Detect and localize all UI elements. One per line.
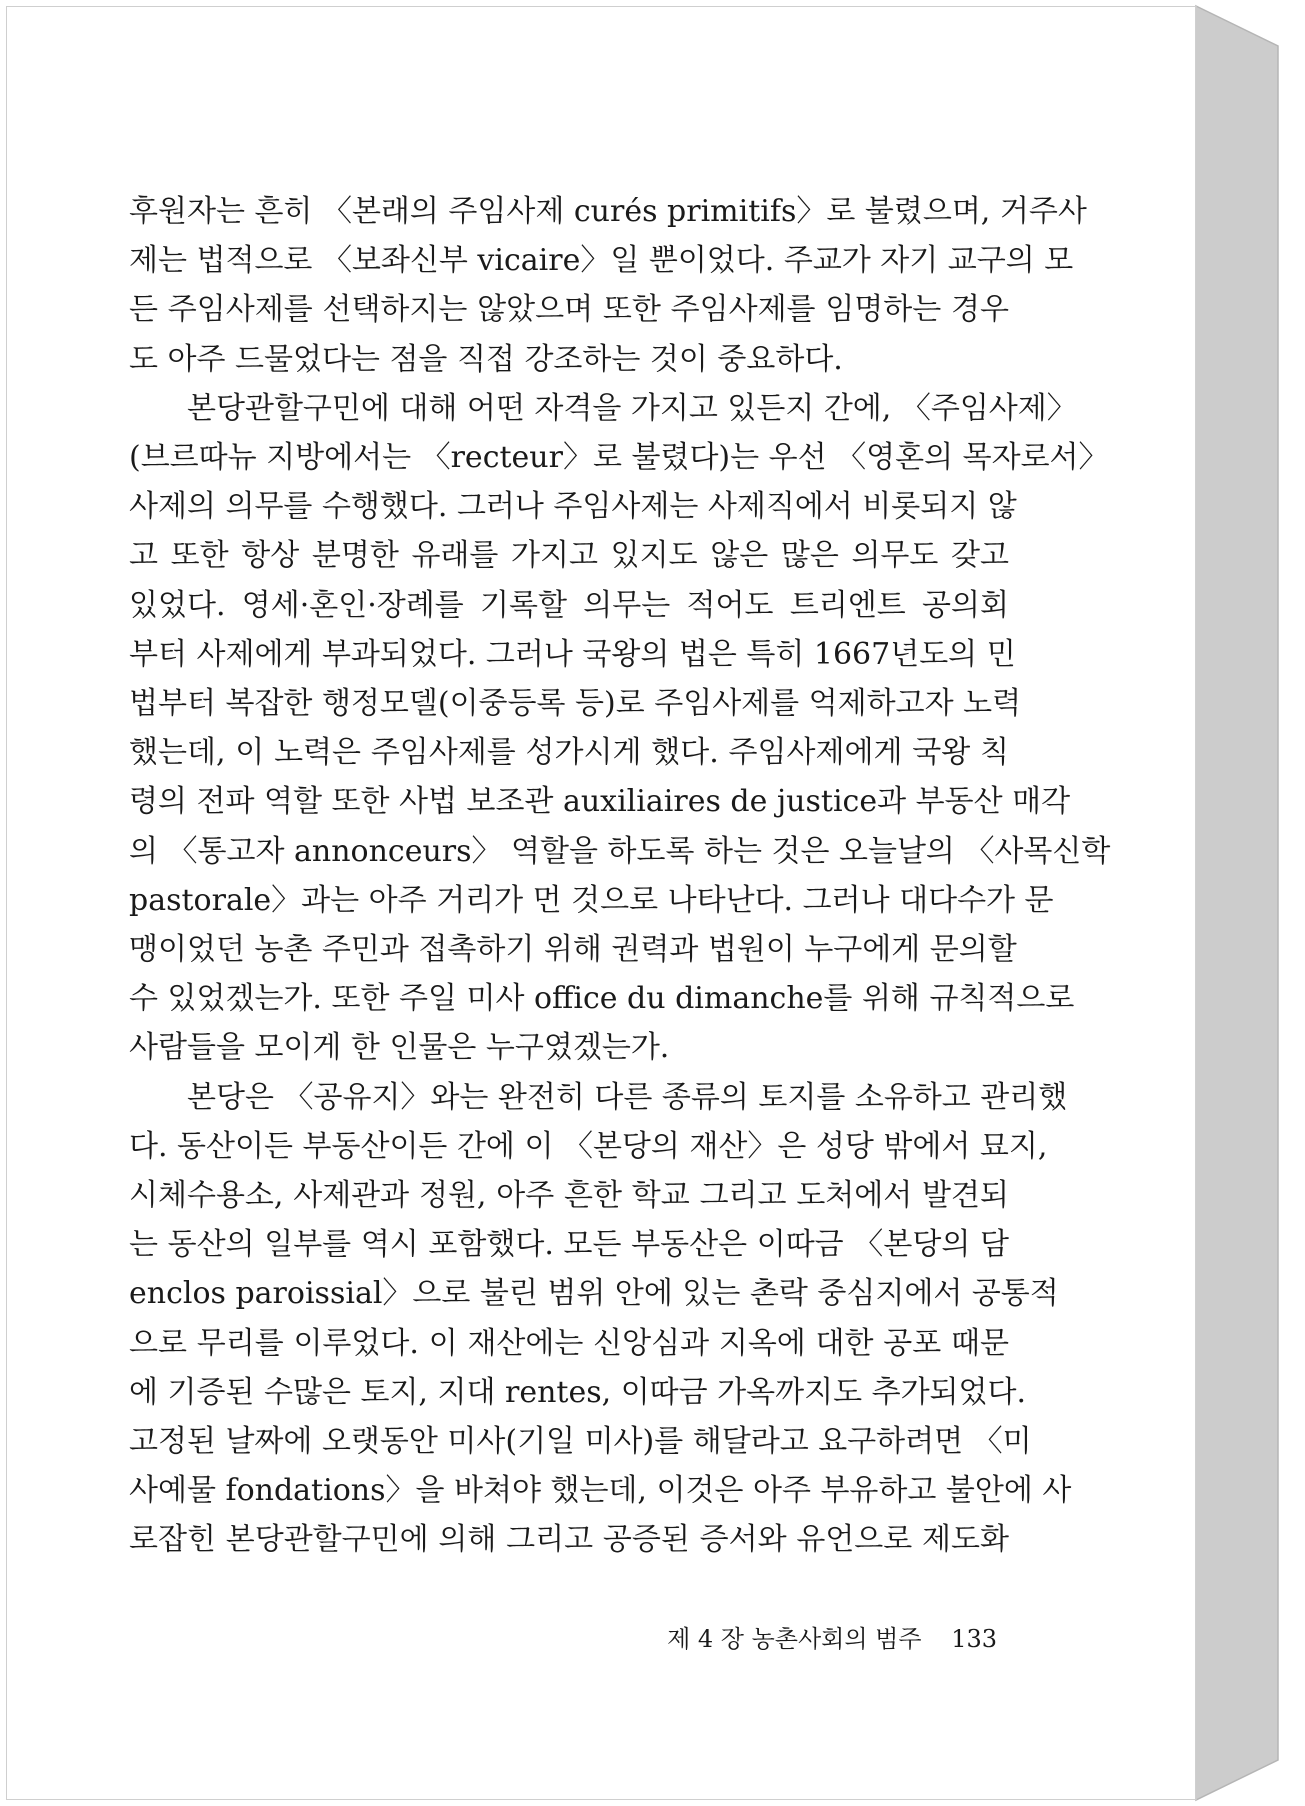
text-line: 든 주임사제를 선택하지는 않았으며 또한 주임사제를 임명하는 경우 <box>129 292 1009 328</box>
page-footer <box>667 1619 997 1654</box>
text-line: enclos paroissial〉으로 불린 범위 안에 있는 촌락 중심지에서 공통적 <box>129 1276 1059 1312</box>
text-line: (브르따뉴 지방에서는 〈recteur〉로 불렸다)는 우선 〈영혼의 목자로서〉 <box>129 440 1109 476</box>
text-line: 는 동산의 일부를 역시 포함했다. 모든 부동산은 이따금 〈본당의 담 <box>129 1227 1009 1263</box>
text-line: 했는데, 이 노력은 주임사제를 성가시게 했다. 주임사제에게 국왕 칙 <box>129 735 1009 771</box>
text-line: pastorale〉과는 아주 거리가 먼 것으로 나타난다. 그러나 대다수가 문 <box>129 882 1054 918</box>
text-line: 사예물 fondations〉을 바쳐야 했는데, 이것은 아주 부유하고 불안에 사 <box>129 1473 1072 1509</box>
text-line: 부터 사제에게 부과되었다. 그러나 국왕의 법은 특히 1667년도의 민 <box>129 636 1016 672</box>
text-line: 다. 동산이든 부동산이든 간에 이 〈본당의 재산〉은 성당 밖에서 묘지, <box>129 1128 1048 1164</box>
text-line: 수 있었겠는가. 또한 주일 미사 office du dimanche를 위해 규칙적으로 <box>129 981 1075 1017</box>
body-text <box>129 187 1111 1565</box>
text-line: 에 기증된 수많은 토지, 지대 rentes, 이따금 가옥까지도 추가되었다. <box>129 1374 1027 1410</box>
text-line: 사제의 의무를 수행했다. 그러나 주임사제는 사제직에서 비롯되지 않 <box>129 489 1017 525</box>
text-line: 고 또한 항상 분명한 유래를 가지고 있지도 않은 많은 의무도 갖고 <box>129 538 1009 574</box>
page <box>6 6 1196 1800</box>
text-line: 법부터 복잡한 행정모델(이중등록 등)로 주임사제를 억제하고자 노력 <box>129 686 1022 722</box>
text-line: 도 아주 드물었다는 점을 직접 강조하는 것이 중요하다. <box>129 341 843 377</box>
text-line: 맹이었던 농촌 주민과 접촉하기 위해 권력과 법원이 누구에게 문의할 <box>129 932 1017 968</box>
chapter-title: 제 4 장 농촌사회의 범주 <box>667 1625 922 1653</box>
text-line: 있었다. 영세·혼인·장례를 기록할 의무는 적어도 트리엔트 공의회 <box>129 587 1009 623</box>
text-line: 제는 법적으로 〈보좌신부 vicaire〉일 뿐이었다. 주교가 자기 교구의 모 <box>129 243 1074 279</box>
text-line: 시체수용소, 사제관과 정원, 아주 흔한 학교 그리고 도처에서 발견되 <box>129 1178 1009 1214</box>
text-line: 본당은 〈공유지〉와는 완전히 다른 종류의 토지를 소유하고 관리했 <box>187 1079 1068 1115</box>
text-line: 본당관할구민에 대해 어떤 자격을 가지고 있든지 간에, 〈주임사제〉 <box>187 390 1077 426</box>
text-line: 의 〈통고자 annonceurs〉 역할을 하도록 하는 것은 오늘날의 〈사목신학 <box>129 833 1111 869</box>
text-line: 고정된 날짜에 오랫동안 미사(기일 미사)를 해달라고 요구하려면 〈미 <box>129 1424 1032 1460</box>
text-line: 사람들을 모이게 한 인물은 누구였겠는가. <box>129 1030 670 1066</box>
text-line: 후원자는 흔히 〈본래의 주임사제 curés primitifs〉로 불렸으며, 거주사 <box>129 194 1087 229</box>
text-line: 로잡힌 본당관할구민에 의해 그리고 공증된 증서와 유언으로 제도화 <box>129 1522 1009 1558</box>
page-number: 133 <box>951 1625 997 1653</box>
text-line: 으로 무리를 이루었다. 이 재산에는 신앙심과 지옥에 대한 공포 때문 <box>129 1325 1009 1361</box>
text-line: 령의 전파 역할 또한 사법 보조관 auxiliaires de justice과 부동산 매각 <box>129 784 1071 820</box>
